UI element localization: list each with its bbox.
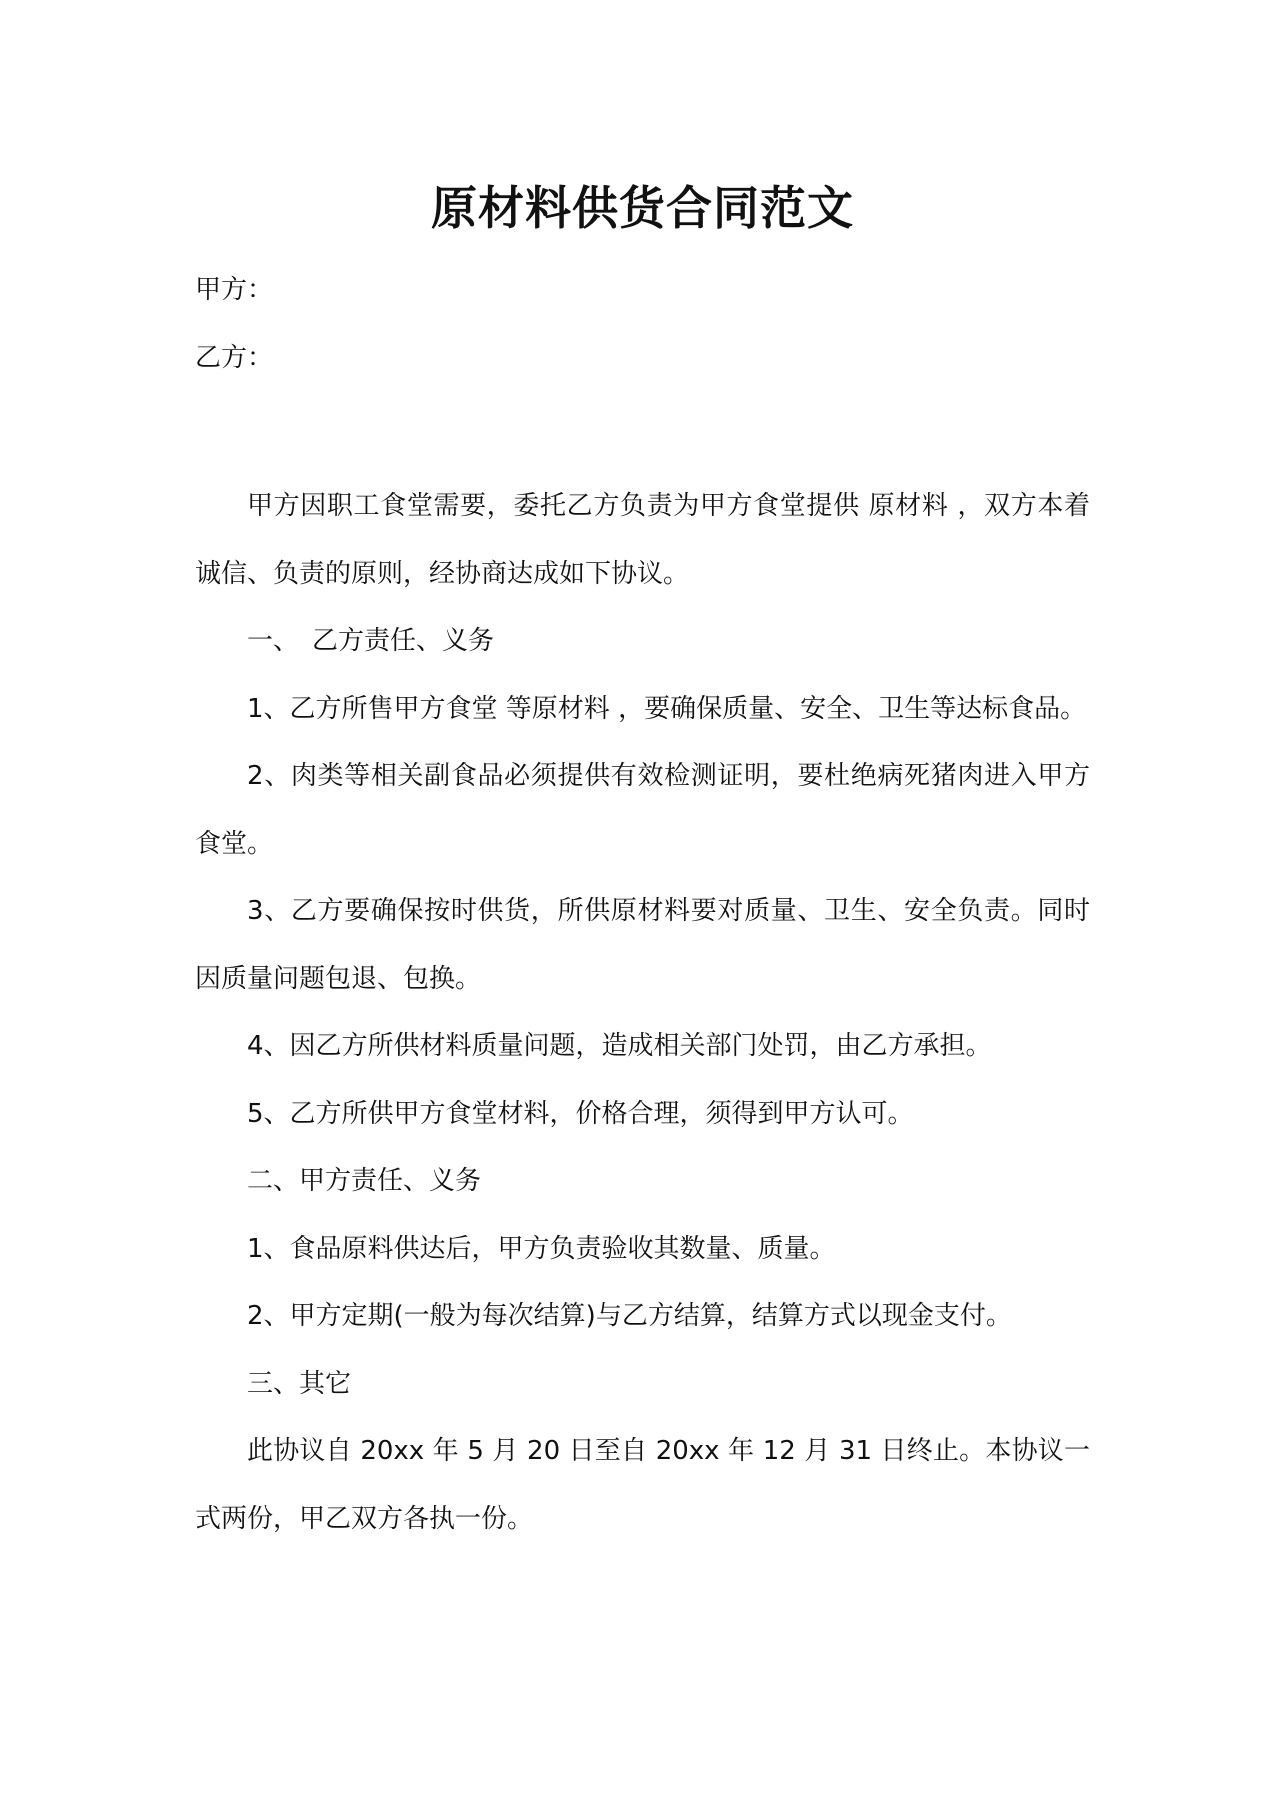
clause-a-2: 2、甲方定期(一般为每次结算)与乙方结算，结算方式以现金支付。: [247, 1301, 1012, 1331]
clause-b-5: 5、乙方所供甲方食堂材料，价格合理，须得到甲方认可。: [247, 1098, 914, 1129]
section-heading-party-b-duties: 一、 乙方责任、义务: [247, 626, 495, 656]
section-heading-party-a-duties: 二、甲方责任、义务: [247, 1166, 482, 1196]
intro-paragraph: 甲方因职工食堂需要，委托乙方负责为甲方食堂提供 原材料 ，双方本着诚信、负责的原则，经协商达成如下协议。: [195, 491, 1090, 589]
term-paragraph: 此协议自 20xx 年 5 月 20 日至自 20xx 年 12 月 31 日终止。本协议一式两份，甲乙双方各执一份。: [195, 1436, 1090, 1534]
section-heading-other: 三、其它: [247, 1368, 352, 1399]
document-title: 原材料供货合同范文: [431, 181, 854, 235]
clause-b-2: 2、肉类等相关副食品必须提供有效检测证明，要杜绝病死猪肉进入甲方食堂。: [195, 761, 1090, 859]
clause-b-1: 1、乙方所售甲方食堂 等原材料 ，要确保质量、安全、卫生等达标食品。: [247, 693, 1087, 724]
clause-b-4: 4、因乙方所供材料质量问题，造成相关部门处罚，由乙方承担。: [247, 1031, 992, 1061]
contract-body: [195, 473, 1090, 1553]
party-a-label: 甲方：: [195, 275, 274, 305]
clause-b-3: 3、乙方要确保按时供货，所供原材料要对质量、卫生、安全负责。同时因质量问题包退、包换。: [195, 896, 1090, 994]
party-b-label: 乙方：: [195, 343, 274, 373]
clause-a-1: 1、食品原料供达后，甲方负责验收其数量、质量。: [247, 1233, 836, 1264]
